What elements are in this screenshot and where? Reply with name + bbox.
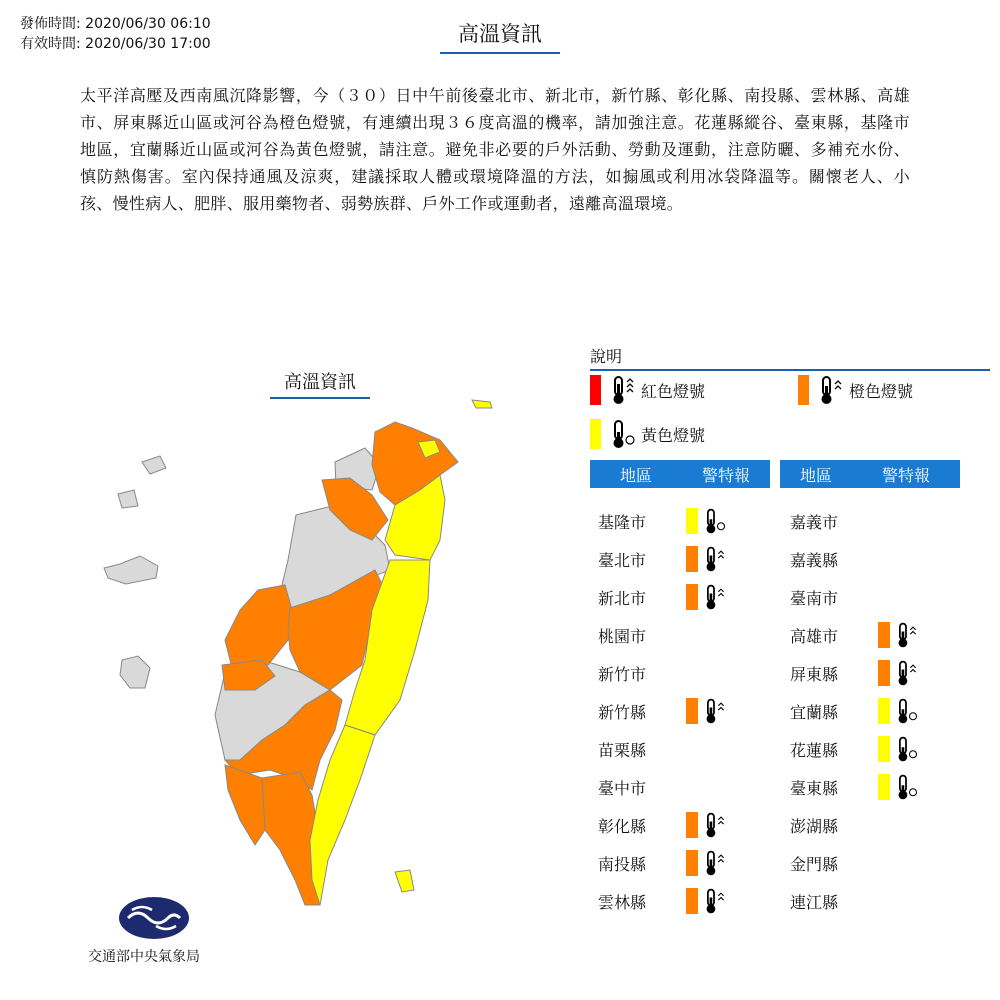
table-row <box>790 772 918 802</box>
island-penghu <box>120 656 150 688</box>
col-warning: 警特報 <box>701 465 750 485</box>
table-row <box>598 772 662 802</box>
thermometer-icon <box>702 697 726 725</box>
cwb-logo-icon <box>118 896 190 940</box>
table-row <box>790 848 854 878</box>
legend-yellow <box>590 418 705 450</box>
warning-indicator <box>878 621 918 649</box>
col-region: 地區 <box>619 465 652 485</box>
page-title: 高溫資訊 <box>440 18 560 54</box>
legend-orange <box>798 374 913 406</box>
col-warning: 警特報 <box>881 465 930 485</box>
island-green <box>395 870 414 892</box>
region-name: 雲林縣 <box>598 892 647 912</box>
thermometer-icon <box>702 887 726 915</box>
warning-swatch <box>878 698 890 724</box>
region-name: 臺中市 <box>598 778 647 798</box>
table-row <box>598 848 726 878</box>
region-name: 桃園市 <box>598 626 647 646</box>
region-name: 基隆市 <box>598 512 647 532</box>
region-name: 金門縣 <box>790 854 839 874</box>
thermometer-icon <box>817 374 843 406</box>
table-row <box>790 810 854 840</box>
table-row <box>598 658 662 688</box>
warning-indicator <box>878 773 918 801</box>
thermometer-icon <box>702 545 726 573</box>
table-row <box>598 886 726 916</box>
thermometer-icon <box>609 418 635 450</box>
warning-swatch <box>686 584 698 610</box>
table-row <box>790 506 854 536</box>
table-row <box>598 620 662 650</box>
warning-indicator <box>878 659 918 687</box>
region-orange-changhua <box>225 585 292 668</box>
table-row <box>598 734 662 764</box>
table-header-right <box>780 460 960 488</box>
region-name: 臺東縣 <box>790 778 839 798</box>
agency-name: 交通部中央氣象局 <box>88 949 200 965</box>
island-matsu-2 <box>118 490 138 508</box>
thermometer-icon <box>894 735 918 763</box>
legend-title: 說明 <box>590 344 990 371</box>
island-kinmen <box>104 556 158 584</box>
region-name: 新竹市 <box>598 664 647 684</box>
description-text: 太平洋高壓及西南風沉降影響，今（３０）日中午前後臺北市、新北市，新竹縣、彰化縣、南投縣、雲林縣、高雄市、屏東縣近山區或河谷為橙色燈號，有連續出現３６度高溫的機率，請加強注意。花蓮縣縱谷、臺東縣，基隆市地區，宜蘭縣近山區或河谷為黃色燈號，請注意。避免非必要的戶外活動、勞動及運動，注意防曬、多補充水份、慎防熱傷害。室內保持通風及涼爽，建議採取人體或環境降溫的方法，如搧風或利用冰袋降溫等。關懷老人、小孩、慢性病人、肥胖、服用藥物者、弱勢族群、戶外工作或運動者，遠離高溫環境。 <box>80 86 910 213</box>
region-name: 新竹縣 <box>598 702 647 722</box>
warning-swatch <box>686 850 698 876</box>
map-title: 高溫資訊 <box>270 368 370 399</box>
region-name: 彰化縣 <box>598 816 647 836</box>
thermometer-icon <box>702 811 726 839</box>
table-row <box>790 544 854 574</box>
table-row <box>790 658 918 688</box>
warning-indicator <box>878 697 918 725</box>
legend-swatch-red <box>590 375 601 405</box>
region-name: 臺北市 <box>598 550 647 570</box>
legend-label-orange: 橙色燈號 <box>849 381 914 401</box>
thermometer-icon <box>609 374 635 406</box>
region-name: 澎湖縣 <box>790 816 839 836</box>
thermometer-icon <box>702 583 726 611</box>
region-orange-tainan <box>225 765 265 845</box>
warning-swatch <box>686 698 698 724</box>
table-row <box>790 620 918 650</box>
region-name: 高雄市 <box>790 626 839 646</box>
table-row <box>598 810 726 840</box>
warning-indicator <box>686 583 726 611</box>
region-name: 連江縣 <box>790 892 839 912</box>
thermometer-icon <box>894 659 918 687</box>
warning-indicator <box>686 811 726 839</box>
issued-time: 發佈時間: 2020/06/30 06:10 <box>20 16 211 32</box>
warning-swatch <box>686 812 698 838</box>
table-row <box>598 696 726 726</box>
region-name: 新北市 <box>598 588 647 608</box>
legend-swatch-yellow <box>590 419 601 449</box>
region-name: 南投縣 <box>598 854 647 874</box>
warning-indicator <box>686 887 726 915</box>
thermometer-icon <box>894 697 918 725</box>
warning-indicator <box>878 735 918 763</box>
warning-indicator <box>686 545 726 573</box>
region-name: 嘉義市 <box>790 512 839 532</box>
warning-indicator <box>686 697 726 725</box>
warning-swatch <box>686 546 698 572</box>
table-row <box>790 886 854 916</box>
region-name: 屏東縣 <box>790 664 839 684</box>
thermometer-icon <box>894 621 918 649</box>
region-name: 花蓮縣 <box>790 740 839 760</box>
table-row <box>598 506 726 536</box>
island-guishan <box>472 400 492 408</box>
legend-swatch-orange <box>798 375 809 405</box>
warning-swatch <box>878 660 890 686</box>
region-name: 苗栗縣 <box>598 740 647 760</box>
region-name: 嘉義縣 <box>790 550 839 570</box>
region-name: 臺南市 <box>790 588 839 608</box>
legend-label-yellow: 黃色燈號 <box>641 425 706 445</box>
warning-swatch <box>878 774 890 800</box>
table-row <box>790 734 918 764</box>
warning-indicator <box>686 849 726 877</box>
thermometer-icon <box>702 849 726 877</box>
table-row <box>598 544 726 574</box>
warning-indicator <box>686 507 726 535</box>
island-matsu-1 <box>142 456 166 474</box>
valid-time: 有效時間: 2020/06/30 17:00 <box>20 36 211 52</box>
legend-label-red: 紅色燈號 <box>641 381 706 401</box>
warning-swatch <box>686 888 698 914</box>
thermometer-icon <box>894 773 918 801</box>
region-name: 宜蘭縣 <box>790 702 839 722</box>
table-row <box>790 582 854 612</box>
legend-red <box>590 374 705 406</box>
warning-swatch <box>686 508 698 534</box>
table-header-left <box>590 460 770 488</box>
table-row <box>598 582 726 612</box>
col-region: 地區 <box>799 465 832 485</box>
warning-swatch <box>878 736 890 762</box>
thermometer-icon <box>702 507 726 535</box>
warning-swatch <box>878 622 890 648</box>
table-row <box>790 696 918 726</box>
